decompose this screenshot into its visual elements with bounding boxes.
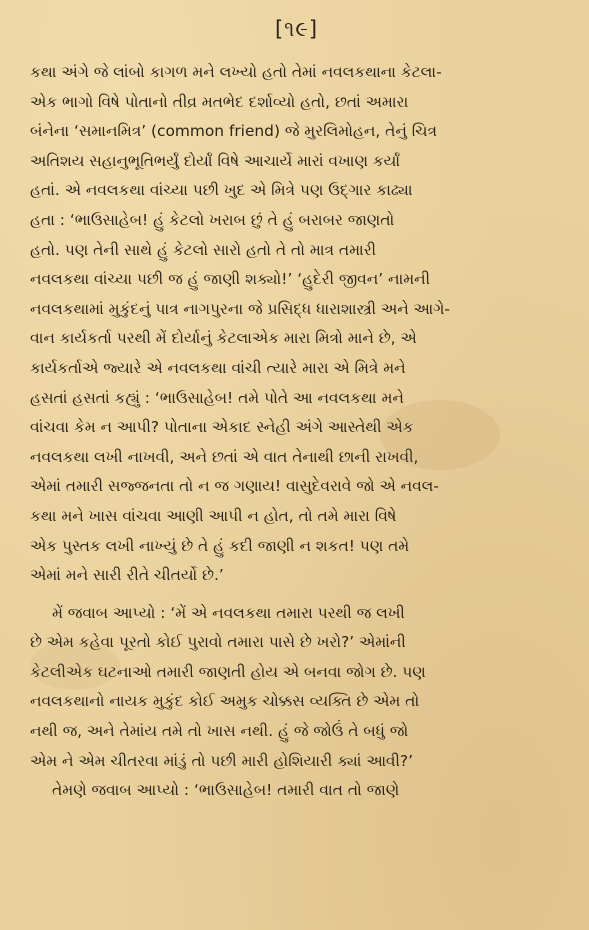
- text-line: કાર્યકર્તાએ જ્યારે એ નવલકથા વાંચી ત્યારે મારા એ મિત્રે મને: [30, 358, 406, 377]
- text-line: હતાં. એ નવલકથા વાંચ્યા પછી ખુદ એ મિત્રે પણ ઉદ્‌ગાર કાઢ્યા: [30, 181, 413, 200]
- paragraph-1: [30, 58, 563, 591]
- text-line: એક પુસ્તક લખી નાખ્યું છે તે હું કદી જાણી ન શકત! પણ તમે: [30, 536, 410, 555]
- text-line: કેટલીએક ઘટનાઓ તમારી જાણતી હોય એ બનવા જોગ છે. પણ: [30, 662, 426, 681]
- text-line: હતો. પણ તેની સાથે હું કેટલો સારો હતો તે તો માત્ર તમારી: [30, 240, 377, 259]
- paragraph-2: [30, 599, 563, 777]
- paragraph-3: [30, 776, 563, 806]
- text-line: નથી જ, અને તેમાંય તમે તો ખાસ નથી. હું જે જોઉં તે બધું જો: [30, 722, 409, 741]
- text-line: નવલકથા લખી નાખવી, અને છતાં એ વાત તેનાથી છાની રાખવી,: [30, 447, 419, 466]
- text-line: કથા અંગે જે લાંબો કાગળ મને લખ્યો હતો તેમાં નવલકથાના કેટલા-: [30, 63, 442, 81]
- text-line: હતા : ‘ભાઉસાહેબ! હું કેટલો ખરાબ છું તે હું બરાબર જાણતો: [30, 210, 395, 229]
- text-line: મેં જવાબ આપ્યો : ‘મેં એ નવલકથા તમારા પરથી જ લખી: [52, 603, 405, 622]
- text-line: છે એમ કહેવા પૂરતો કોઈ પુરાવો તમારા પાસે છે ખરો?’ એમાંની: [30, 633, 406, 652]
- text-line: નવલકથાનો નાયક મુકુંદ કોઈ અમુક ચોક્કસ વ્યક્તિ છે એમ તો: [30, 692, 420, 711]
- paragraph-gap: [30, 591, 563, 599]
- page-number: [૧૯]: [274, 17, 319, 41]
- text-line: હસતાં હસતાં કહ્યું : ‘ભાઉસાહેબ! તમે પોતે આ નવલકથા મને: [30, 388, 404, 407]
- text-line: એમ ને એમ ચીતરવા માંડું તો પછી મારી હોશિયારી ક્યાં આવી?’: [30, 751, 413, 770]
- text-line: એમાં મને સારી રીતે ચીતર્યો છે.’: [30, 566, 224, 585]
- text-line: બંનેના ‘સમાનમિત્ર’ (common friend) જે મુરલિમોહન, તેનું ચિત્ર: [30, 122, 437, 141]
- text-line: કથા મને ખાસ વાંચવા આણી આપી ન હોત, તો તમે મારા વિષે: [30, 506, 397, 525]
- text-line: નવલકથા વાંચ્યા પછી જ હું જાણી શક્યો!’ ‘હુદેરી જીવન’ નામની: [30, 270, 430, 289]
- text-line: નવલકથામાં મુકુંદનું પાત્ર નાગપુરના જે પ્રસિદ્ધ ધારાશાસ્ત્રી અને આગે-: [30, 299, 450, 318]
- text-line: વાંચવા કેમ ન આપી? પોતાના એકાદ સ્નેહી અંગે આસ્તેથી એક: [30, 418, 414, 437]
- text-line: એમાં તમારી સજ્જનતા તો ન જ ગણાય! વાસુદેવરાવે જો એ નવલ-: [30, 477, 439, 496]
- text-line: વાન કાર્યકર્તા પરથી મેં દોર્યાનું કેટલાએક મારા મિત્રો માને છે, એ: [30, 329, 417, 348]
- text-line: એક ભાગો વિષે પોતાનો તીવ્ર મતભેદ દર્શાવ્યો હતો, છતાં અમારા: [30, 92, 409, 111]
- text-line: અતિશય સહાનુભૂતિભર્યું દોર્યાં વિષે આચાર્યે મારાં વખાણ કર્યાં: [30, 151, 400, 170]
- text-line: તેમણે જવાબ આપ્યો : ‘ભાઉસાહેબ! તમારી વાત તો જાણે: [52, 781, 400, 800]
